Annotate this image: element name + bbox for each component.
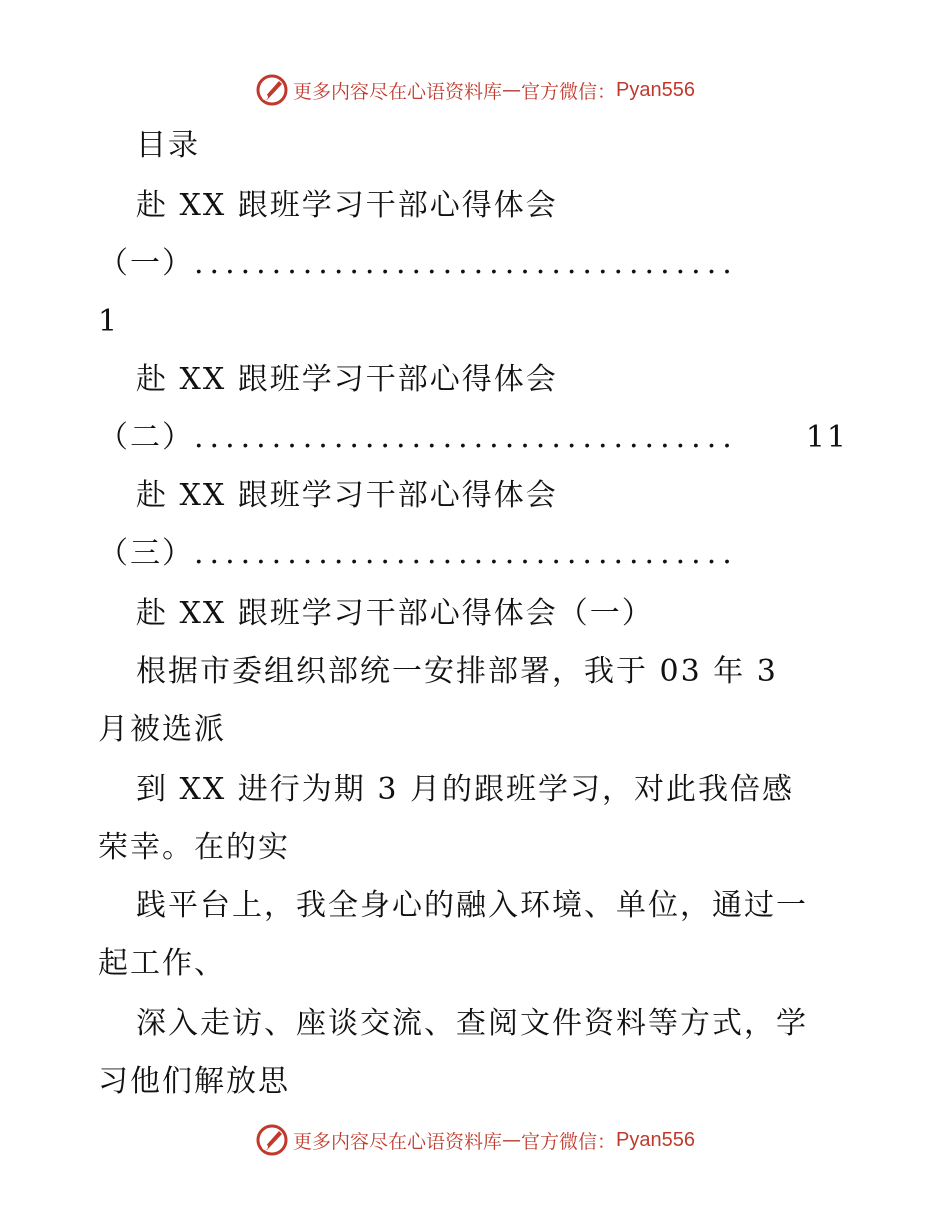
banner-suffix: 官方微信： (521, 1130, 617, 1153)
footer-watermark (0, 1120, 950, 1160)
toc-entry-row-1[interactable] (98, 244, 858, 284)
toc-leader-dots-3: ................................... (194, 536, 738, 571)
banner-handle: Pyan556 (616, 78, 695, 101)
banner-suffix: 官方微信： (521, 80, 617, 103)
toc-leader-dots-2: ................................... (194, 420, 738, 455)
banner-handle: Pyan556 (616, 1128, 695, 1151)
banner-separator: — (502, 1129, 522, 1151)
toc-entry-title-3: 赴 XX 跟班学习干部心得体会 (136, 478, 558, 513)
quill-logo-icon (255, 1123, 289, 1157)
quill-logo-icon (255, 73, 289, 107)
article-line-7: 深入走访、座谈交流、查阅文件资料等方式，学 (136, 1006, 808, 1041)
toc-entry-row-3[interactable] (98, 534, 858, 574)
toc-entry-page-2: 11 (805, 420, 848, 455)
toc-entry-title-1: 赴 XX 跟班学习干部心得体会 (136, 188, 558, 223)
toc-entry-label-1: （一） (98, 246, 194, 281)
banner-text: 更多内容尽在心语资料库 (293, 1130, 503, 1153)
banner-text: 更多内容尽在心语资料库 (293, 80, 503, 103)
toc-entry-label-2: （二） (98, 420, 194, 455)
banner-separator: — (502, 79, 522, 101)
toc-entry-page-1: 1 (98, 304, 120, 339)
article-line-3: 到 XX 进行为期 3 月的跟班学习，对此我倍感 (136, 772, 794, 807)
article-line-5: 践平台上，我全身心的融入环境、单位，通过一 (136, 888, 808, 923)
article-title: 赴 XX 跟班学习干部心得体会（一） (136, 596, 654, 631)
toc-heading: 目录 (136, 128, 200, 163)
article-line-4: 荣幸。在的实 (98, 830, 290, 865)
article-line-6: 起工作、 (98, 946, 226, 981)
article-line-1: 根据市委组织部统一安排部署，我于 03 年 3 (136, 654, 778, 689)
article-line-2: 月被选派 (98, 712, 226, 747)
header-watermark (0, 70, 950, 110)
toc-leader-dots-1: ................................... (194, 246, 738, 281)
toc-entry-row-2[interactable] (98, 418, 858, 458)
toc-entry-title-2: 赴 XX 跟班学习干部心得体会 (136, 362, 558, 397)
article-line-8: 习他们解放思 (98, 1064, 290, 1099)
toc-entry-label-3: （三） (98, 536, 194, 571)
